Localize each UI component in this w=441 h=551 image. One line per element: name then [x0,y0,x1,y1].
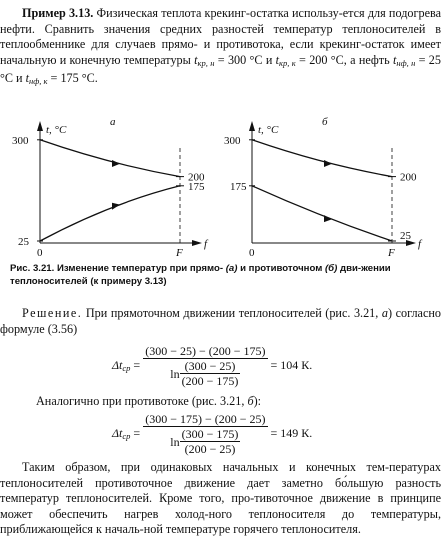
value-label: 300 [12,134,29,147]
flow-arrow [324,160,332,167]
value-label: 25 [18,236,29,248]
value-label: 200 [400,171,417,184]
series-curve [40,186,180,241]
value-label: 300 [224,134,241,147]
chart-panel-a [10,108,210,258]
series-curve [40,140,180,177]
value-label: 200 [188,171,205,184]
flow-arrow [324,215,332,222]
formula-parallel-flow: $\Delta t_{ср}$ = (300 − 25) − (200 − 175) ln $\frac{(300 - 25)}{(200 - 175)}$ = 104 К. [112,344,313,388]
solution-text: Решение. При прямоточном движении теплоносителей (рис. 3.21, а) согласно формуле (3.56) [0,306,441,336]
solution-label: Решение. [22,306,83,320]
x-axis-label: f [418,238,422,250]
counterflow-text: Аналогично при противотоке (рис. 3.21, б): [36,394,262,408]
y-axis-arrow [37,121,43,131]
y-axis-label: t, °C [258,124,279,136]
example-statement: Пример 3.13. Физическая теплота крекинг-остатка использу-ется для подогрева нефти. Сравнить значения средних разностей температур теплоносителей в теплообменнике для случаев прямо- и противотока, если крекинг-остаток имеет начальную и конечную температуры $t_{кр, н} = 300$ °С и $t_{кр, к} = 200$ °С, а нефть $t_{нф, н} = 25$ °С и $t_{нф, к} = 175$ °С. [0,6,441,87]
value-label: 25 [400,230,411,242]
formula-counterflow: $\Delta t_{ср}$ = (300 − 175) − (200 − 25) ln $\frac{(300 - 175)}{(200 - 25)}$ = 149 К. [112,412,313,456]
figure-caption: Рис. 3.21. Изменение температур при прямо- (а) и противоточном (б) дви-жении теплоносителей (к примеру 3.13) [10,263,391,287]
panel-label: а [110,116,116,128]
x-tick-0: 0 [249,247,255,258]
flow-arrow [112,203,120,210]
y-axis-arrow [249,121,255,131]
example-label: Пример 3.13. [22,6,94,20]
series-curve [252,140,392,177]
value-label: 175 [230,180,247,193]
y-axis-label: t, °C [46,124,67,136]
x-tick-f: F [176,247,183,258]
series-curve [252,186,392,241]
value-label: 175 [188,180,205,193]
panel-label: б [322,116,328,128]
x-axis-arrow [192,240,202,246]
x-tick-f: F [388,247,395,258]
chart-panel-b [222,108,432,258]
x-axis-label: f [204,238,208,250]
x-tick-0: 0 [37,247,43,258]
conclusion-text: Таким образом, при одинаковых начальных и конечных тем-пературах теплоносителей противоточное движение дает заметно бо́льшую разность температур теплоносителей. Кроме того, про-тивоточное движение в принципе может обеспечить нагрев холод-ного теплоносителя до температуры, приближающейся к началь-ной температуре горячего теплоносителя. [0,460,441,537]
flow-arrow [112,160,120,167]
